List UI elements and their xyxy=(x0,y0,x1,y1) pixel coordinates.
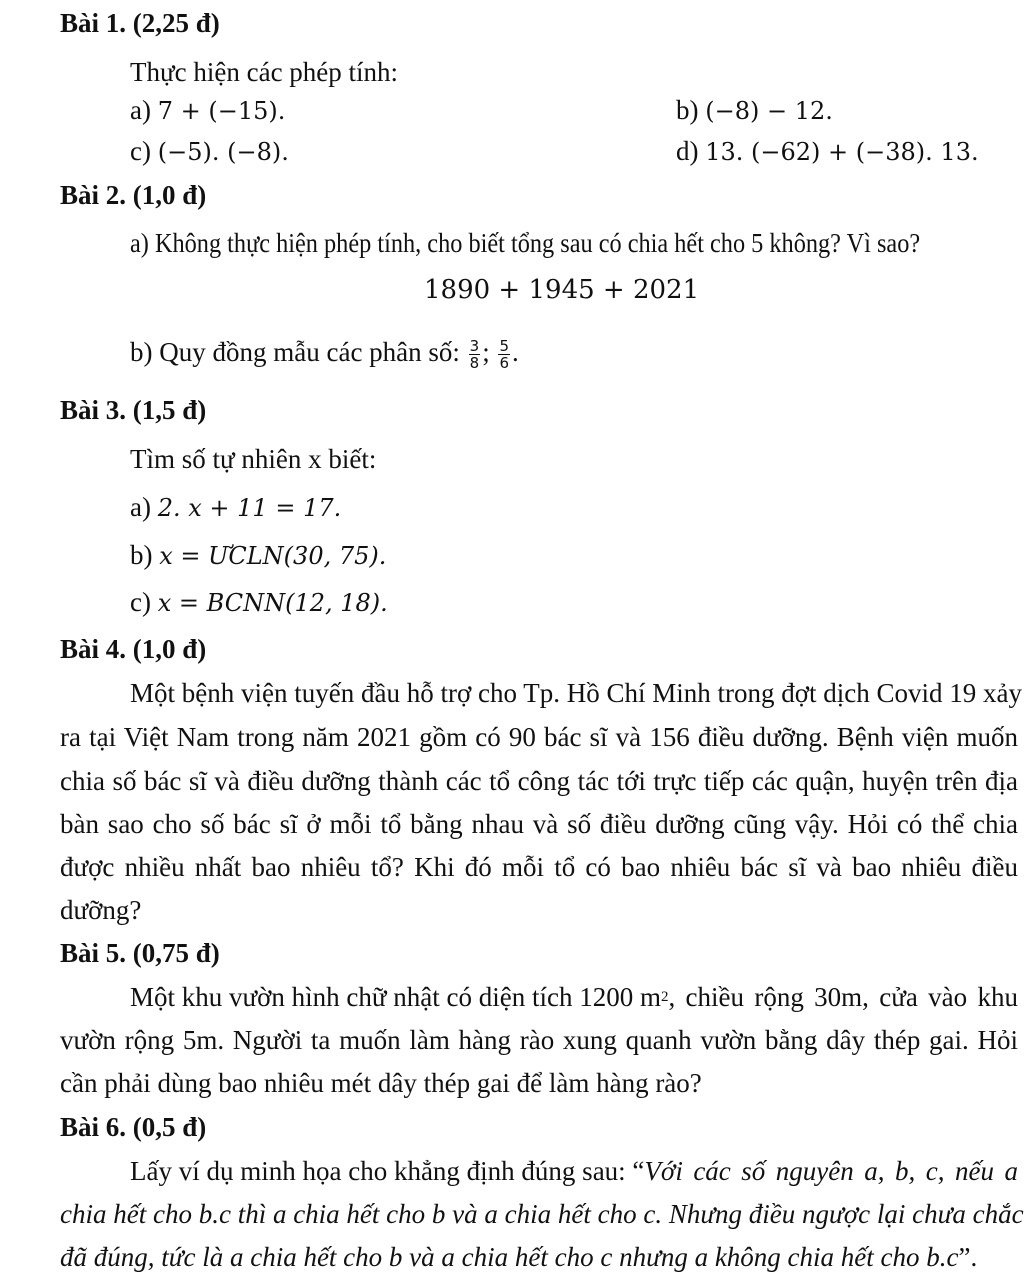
bai1-a-expr: 7 + (−15). xyxy=(157,97,286,125)
squared-exponent: 2 xyxy=(660,989,669,1005)
bai6-line3-end: ”. xyxy=(958,1242,978,1272)
fraction-denominator: 8 xyxy=(469,354,480,373)
bai1-c xyxy=(130,134,289,169)
fraction-5-6 xyxy=(498,338,510,371)
bai3-b-label: b) xyxy=(130,540,153,570)
bai3-a xyxy=(130,490,341,525)
bai1-b xyxy=(676,93,833,128)
bai1-d xyxy=(676,134,979,169)
fraction-numerator: 5 xyxy=(499,337,510,356)
bai6-line1-pre: Lấy ví dụ minh họa cho khẳng định đúng sau: “ xyxy=(130,1156,645,1186)
bai2-b-text: b) Quy đồng mẫu các phân số: xyxy=(130,337,460,367)
bai1-d-expr: 13. (−62) + (−38). 13. xyxy=(705,138,979,166)
bai1-intro: Thực hiện các phép tính: xyxy=(130,57,399,87)
bai2-a-text: a) Không thực hiện phép tính, cho biết tổng sau có chia hết cho 5 không? Vì sao? xyxy=(130,228,921,258)
bai3-b xyxy=(130,538,386,573)
bai1-d-label: d) xyxy=(676,136,699,166)
bai5-line-1 xyxy=(130,980,1018,1014)
bai3-c-expr: x = BCNN(12, 18). xyxy=(157,589,388,617)
bai4-line: được nhiều nhất bao nhiêu tổ? Khi đó mỗi tổ có bao nhiêu bác sĩ và bao nhiêu điều xyxy=(60,852,1018,882)
bai4-line: dưỡng? xyxy=(60,895,142,925)
bai1-c-label: c) xyxy=(130,136,151,166)
fraction-3-8 xyxy=(469,338,481,371)
bai5-line: cần phải dùng bao nhiêu mét dây thép gai để làm hàng rào? xyxy=(60,1068,702,1098)
bai5-heading: Bài 5. (0,75 đ) xyxy=(60,938,220,968)
bai6-line-1 xyxy=(130,1154,1018,1188)
bai3-a-label: a) xyxy=(130,492,151,522)
bai4-line: ra tại Việt Nam trong năm 2021 gồm có 90 bác sĩ và 156 điều dưỡng. Bệnh viện muốn xyxy=(60,722,1018,752)
bai6-line3-italic: đã đúng, tức là a chia hết cho b và a chia hết cho c nhưng a không chia hết cho b.c xyxy=(60,1242,959,1272)
bai3-b-expr: x = ƯCLN(30, 75). xyxy=(159,542,387,570)
bai1-b-label: b) xyxy=(676,95,699,125)
bai1-a xyxy=(130,93,285,128)
fraction-separator: ; xyxy=(482,337,490,367)
bai2-sum-expr: 1890 + 1945 + 2021 xyxy=(424,275,700,305)
bai4-line: bàn sao cho số bác sĩ ở mỗi tổ bằng nhau và số điều dưỡng cũng vậy. Hỏi có thể chia xyxy=(60,809,1018,839)
bai6-line-2: chia hết cho b.c thì a chia hết cho b và a chia hết cho c. Nhưng điều ngược lại chưa chắc xyxy=(60,1199,1024,1229)
bai6-heading: Bài 6. (0,5 đ) xyxy=(60,1112,207,1142)
bai4-line: Một bệnh viện tuyến đầu hỗ trợ cho Tp. Hồ Chí Minh trong đợt dịch Covid 19 xảy xyxy=(130,678,1022,708)
bai5-line: vườn rộng 5m. Người ta muốn làm hàng rào xung quanh vườn bằng dây thép gai. Hỏi xyxy=(60,1025,1018,1055)
bai2-b xyxy=(130,335,519,371)
fraction-denominator: 6 xyxy=(499,354,510,373)
bai5-line1-pre: Một khu vườn hình chữ nhật có diện tích 1200 m xyxy=(130,982,661,1012)
bai1-a-label: a) xyxy=(130,95,151,125)
fraction-numerator: 3 xyxy=(469,337,480,356)
bai2-heading: Bài 2. (1,0 đ) xyxy=(60,180,207,210)
bai3-c-label: c) xyxy=(130,587,151,617)
fraction-end: . xyxy=(512,337,519,367)
bai4-heading: Bài 4. (1,0 đ) xyxy=(60,634,207,664)
bai1-heading: Bài 1. (2,25 đ) xyxy=(60,8,220,38)
bai1-c-expr: (−5). (−8). xyxy=(157,138,289,166)
bai3-heading: Bài 3. (1,5 đ) xyxy=(60,395,207,425)
bai6-line-3 xyxy=(60,1240,977,1274)
bai3-intro: Tìm số tự nhiên x biết: xyxy=(130,444,377,474)
bai6-line1-italic: Với các số nguyên a, b, c, nếu a xyxy=(644,1156,1018,1186)
bai1-b-expr: (−8) − 12. xyxy=(705,97,833,125)
bai4-line: chia số bác sĩ và điều dưỡng thành các tổ công tác tới trực tiếp các quận, huyện trên địa xyxy=(60,766,1018,796)
bai5-line1-post: , chiều rộng 30m, cửa vào khu xyxy=(668,982,1018,1012)
bai3-a-expr: 2. x + 11 = 17. xyxy=(157,494,342,522)
bai3-c xyxy=(130,585,388,620)
